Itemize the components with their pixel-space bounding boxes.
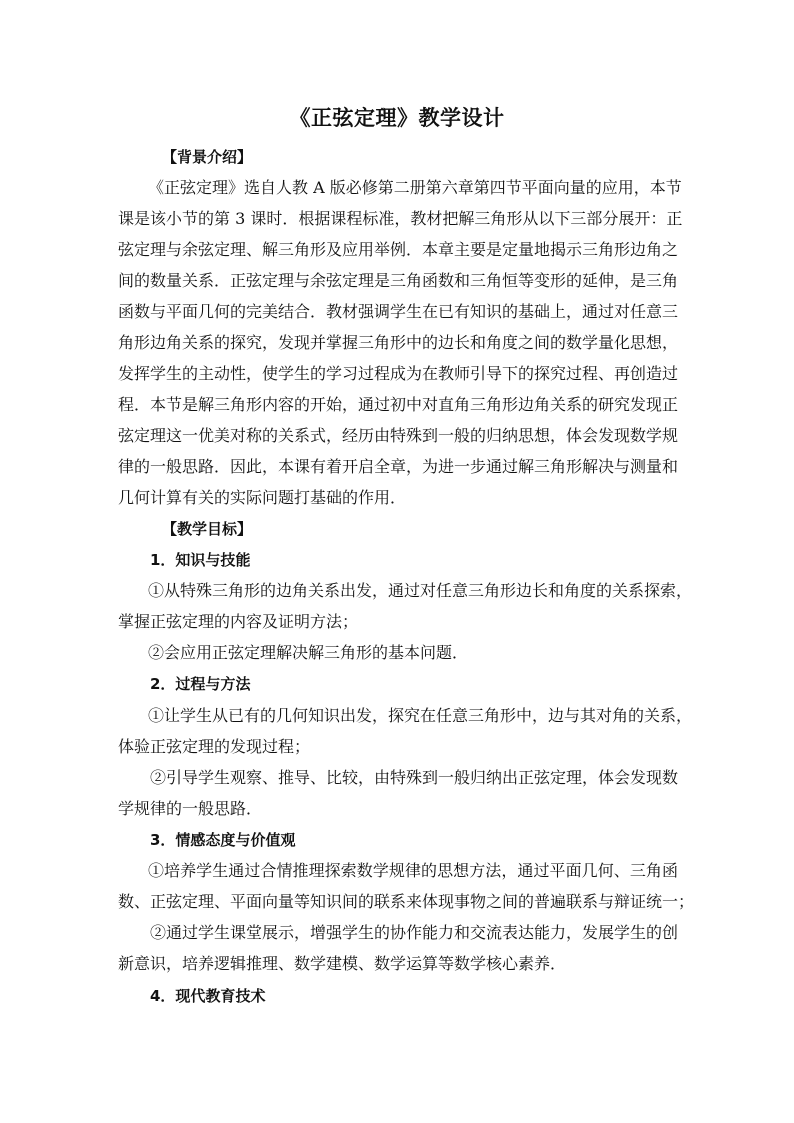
paragraph-line: ②通过学生课堂展示，增强学生的协作能力和交流表达能力，发展学生的创 xyxy=(150,923,679,942)
paragraph-line: 函数与平面几何的完美结合．教材强调学生在已有知识的基础上，通过对任意三 xyxy=(118,302,679,321)
background-heading: 【背景介绍】 xyxy=(162,148,253,166)
paragraph-line: 新意识，培养逻辑推理、数学建模、数学运算等数学核心素养． xyxy=(118,954,567,973)
section-heading-technology: 4．现代教育技术 xyxy=(150,987,266,1005)
paragraph-line: 课是该小节的第 3 课时．根据课程标准，教材把解三角形从以下三部分展开：正 xyxy=(118,209,683,228)
paragraph-line: 间的数量关系．正弦定理与余弦定理是三角函数和三角恒等变形的延伸，是三角 xyxy=(118,271,679,290)
paragraph-line: 律的一般思路．因此，本课有着开启全章，为进一步通过解三角形解决与测量和 xyxy=(118,457,679,476)
paragraph-line: 弦定理与余弦定理、解三角形及应用举例．本章主要是定量地揭示三角形边角之 xyxy=(118,240,679,259)
section-heading-process: 2．过程与方法 xyxy=(150,675,251,693)
paragraph-line: 发挥学生的主动性，使学生的学习过程成为在教师引导下的探究过程、再创造过 xyxy=(118,364,679,383)
section-heading-attitude: 3．情感态度与价值观 xyxy=(150,831,296,849)
paragraph-line: ①培养学生通过合情推理探索数学规律的思想方法，通过平面几何、三角函 xyxy=(148,861,678,880)
paragraph-line: ①让学生从已有的几何知识出发，探究在任意三角形中，边与其对角的关系， xyxy=(148,706,693,725)
paragraph-line: ①从特殊三角形的边角关系出发，通过对任意三角形边长和角度的关系探索， xyxy=(148,581,693,600)
paragraph-line: 《正弦定理》选自人教 A 版必修第二册第六章第四节平面向量的应用，本节 xyxy=(148,178,682,197)
document-title: 《正弦定理》教学设计 xyxy=(289,106,505,130)
paragraph-line: 角形边角关系的探究，发现并掌握三角形中的边长和角度之间的数学量化思想， xyxy=(118,333,679,352)
paragraph-line: 程．本节是解三角形内容的开始，通过初中对直角三角形边角关系的研究发现正 xyxy=(118,395,679,414)
paragraph-line: 弦定理这一优美对称的关系式，经历由特殊到一般的归纳思想，体会发现数学规 xyxy=(118,426,679,445)
paragraph-line: 体验正弦定理的发现过程； xyxy=(118,737,311,756)
paragraph-line: ②会应用正弦定理解决解三角形的基本问题． xyxy=(148,643,469,662)
goals-heading: 【教学目标】 xyxy=(162,520,253,538)
paragraph-line: 学规律的一般思路． xyxy=(118,799,263,818)
section-heading-knowledge: 1．知识与技能 xyxy=(150,551,251,569)
paragraph-line: 几何计算有关的实际问题打基础的作用． xyxy=(118,488,407,507)
paragraph-line: 掌握正弦定理的内容及证明方法； xyxy=(118,612,359,631)
paragraph-line: ②引导学生观察、推导、比较，由特殊到一般归纳出正弦定理，体会发现数 xyxy=(150,768,679,787)
paragraph-line: 数、正弦定理、平面向量等知识间的联系来体现事物之间的普遍联系与辩证统一； xyxy=(118,892,695,911)
